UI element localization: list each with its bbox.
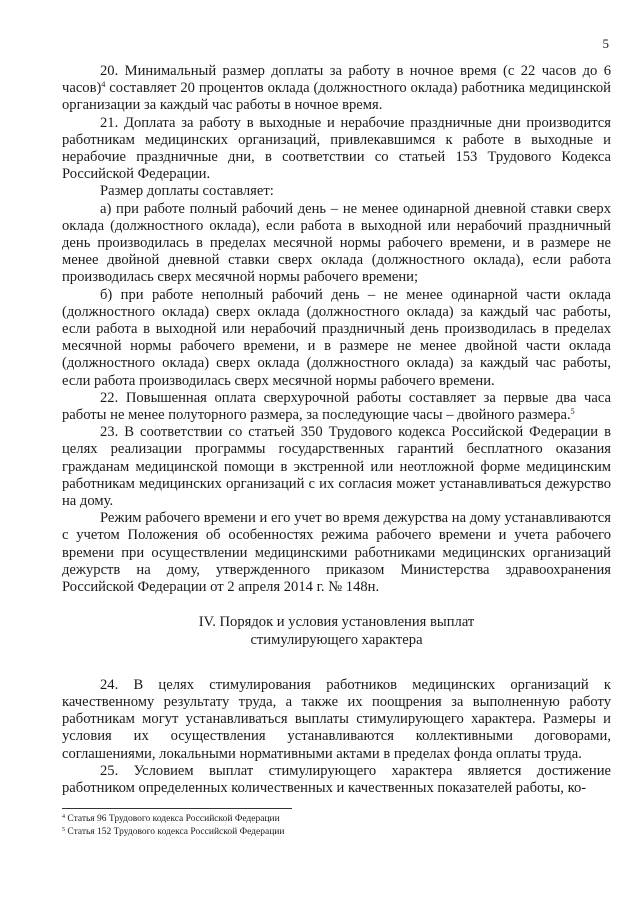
section-heading-line-1: IV. Порядок и условия установления выплат (198, 614, 475, 631)
section-heading-line-2: стимулирующего характера (250, 631, 423, 648)
paragraph-21-size: Размер доплаты составляет: (100, 183, 274, 200)
paragraph-24: 24. В целях стимулирования работников медицинских организаций к качественному результату труда, а также их поощрения за выполненную работу работникам могут устанавливаться выплаты стимулирующего характера. Размеры и условия их осуществления устанавливаются коллективными договорами, соглашениями, локальными нормативными актами в пределах фонда оплаты труда. (62, 676, 611, 762)
paragraph-21: 21. Доплата за работу в выходные и нерабочие праздничные дни производится работникам медицинских организаций, привлекавшимся к работе в выходные и нерабочие праздничные дни, в соответствии со статьей 153 Трудового Кодекса Российской Федерации. (62, 114, 611, 183)
paragraph-20 (62, 63, 611, 115)
footnotes (62, 813, 284, 839)
footnote-5 (62, 826, 284, 839)
paragraph-20-text-end: составляет 20 процентов оклада (должностного оклада) работника медицинской организации за каждый час работы в ночное время. (62, 80, 611, 114)
paragraph-22 (62, 390, 611, 424)
paragraph-25: 25. Условием выплат стимулирующего характера является достижение работником определенных количественных и качественных показателей работы, ко- (62, 762, 611, 796)
document-body (62, 63, 611, 797)
paragraph-23-regime: Режим рабочего времени и его учет во время дежурства на дому устанавливаются с учетом Положения об особенностях режима рабочего времени и учета рабочего времени при осуществлении медицинскими работниками медицинских организаций дежурств на дому, утвержденного приказом Министерства здравоохранения Российской Федерации от 2 апреля 2014 г. № 148н. (62, 510, 611, 596)
paragraph-21-b: б) при работе неполный рабочий день – не менее одинарной части оклада (должностного оклада) сверх оклада (должностного оклада) за каждый час работы, если работа в выходной или нерабочий праздничный день производилась в пределах месячной нормы рабочего времени, и в размере не менее двойной части оклада (должностного оклада) сверх оклада (должностного оклада) за каждый час работы, если работа производилась сверх месячной нормы рабочего времени. (62, 286, 611, 389)
footnote-mark: 5 (62, 827, 65, 833)
page-number: 5 (602, 36, 609, 51)
footnote-text: Статья 152 Трудового кодекса Российской Федерации (65, 827, 285, 837)
paragraph-22-text: 22. Повышенная оплата сверхурочной работы составляет за первые два часа работы не менее полуторного размера, за последующие часы – двойного размера. (62, 389, 611, 424)
footnote-ref-4[interactable]: 4 (101, 80, 106, 90)
footnote-mark: 4 (62, 814, 65, 820)
footnote-ref-5[interactable]: 5 (570, 407, 575, 417)
footnote-separator (62, 808, 292, 809)
footnote-text: Статья 96 Трудового кодекса Российской Федерации (65, 814, 280, 824)
section-heading (62, 614, 611, 648)
paragraph-20-text-start: 20. Минимальный размер доплаты за работу в ночное время (с 22 часов до 6 часов) (62, 63, 611, 97)
footnote-4 (62, 813, 284, 826)
paragraph-21-a: а) при работе полный рабочий день – не менее одинарной дневной ставки сверх оклада (должностного оклада), если работа в выходной или нерабочий праздничный день производилась в пределах месячной нормы рабочего времени, и в размере не менее двойной дневной ставки сверх оклада (должностного оклада), если работа производилась сверх месячной нормы рабочего времени; (62, 200, 611, 286)
paragraph-23: 23. В соответствии со статьей 350 Трудового кодекса Российской Федерации в целях реализации программы государственных гарантий бесплатного оказания гражданам медицинской помощи в экстренной или неотложной форме медицинским работникам медицинских организаций с их согласия может устанавливаться дежурство на дому. (62, 424, 611, 510)
